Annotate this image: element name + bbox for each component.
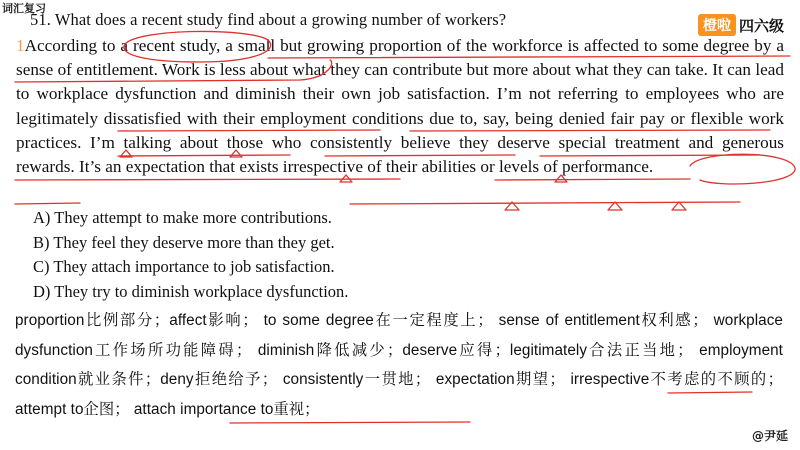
passage-text: According to a recent study, a small but growing proportion of the workforce is affected to some degree by a sense of entitlement. Work is less about what they can contribute but more about what they can take. It can lead to workplace dysfunction and diminish their own job satisfaction. I’m not referring to employees who are legitimately dissatisfied with their employment conditions due to, say, being denied fair pay or flexible work practices. I’m talking about those who consistently believe they deserve special treatment and generous rewards. It’s an expectation that exists irrespective of their abilities or levels of performance. — [16, 36, 784, 177]
option-b[interactable]: B) They feel they deserve more than they get. — [33, 232, 335, 252]
brand-level: 四六级 — [738, 16, 784, 35]
author-watermark: @尹延 — [751, 429, 788, 443]
annotation-underline — [15, 203, 80, 204]
option-a[interactable]: A) They attempt to make more contributions. — [33, 208, 332, 227]
annotation-underline — [350, 202, 740, 204]
question-text: 51. What does a recent study find about a growing number of workers? — [30, 10, 507, 29]
annotation-triangle — [672, 202, 686, 210]
option-c[interactable]: C) They attach importance to job satisfaction. — [33, 257, 335, 276]
section-label: 词汇复习 — [2, 2, 46, 15]
answer-options — [33, 206, 348, 304]
brand-badge — [698, 14, 784, 36]
vocabulary-notes: proportion比例部分；affect影响； to some degree在一定程度上； sense of entitlement权利感； workplace dysfunction工作场所功能障碍； diminish降低减少；deserve应得；legitimately合法正当地； employment condition就业条件；deny拒绝给予； consistently一贯地； expectation期望； irrespective不考虑的不顾的；attempt to企图； attach importance to重视； — [15, 312, 783, 418]
annotation-triangle — [608, 202, 622, 210]
paragraph-number: 1 — [16, 36, 25, 55]
option-d[interactable]: D) They try to diminish workplace dysfunction. — [33, 281, 349, 301]
annotation-triangle — [505, 202, 519, 210]
passage — [16, 34, 784, 179]
brand-logo: 橙啦 — [698, 14, 736, 36]
